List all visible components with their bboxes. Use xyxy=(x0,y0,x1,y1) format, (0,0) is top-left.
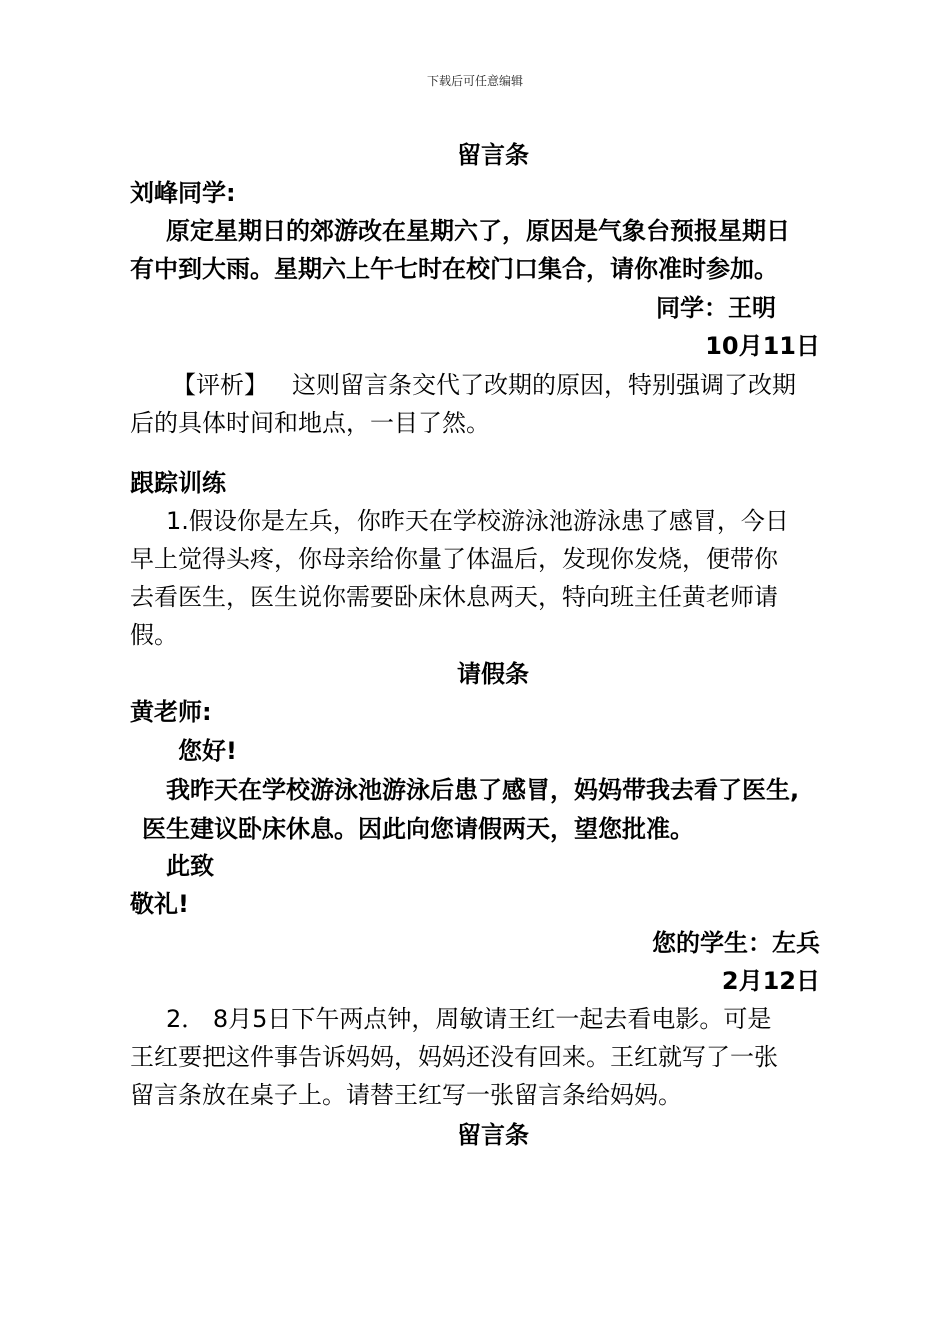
page-header: 下载后可任意编辑 xyxy=(426,74,523,88)
training-heading: 跟踪训练 xyxy=(130,469,226,497)
question1-line3: 去看医生，医生说你需要卧床休息两天，特向班主任黄老师请 xyxy=(130,583,778,611)
example-body-line2: 有中到大雨。星期六上午七时在校门口集合，请你准时参加。 xyxy=(130,255,778,283)
example-date: 10月11日 xyxy=(705,332,820,360)
question2-line3: 留言条放在桌子上。请替王红写一张留言条给妈妈。 xyxy=(130,1081,682,1109)
leave-note-signature: 您的学生：左兵 xyxy=(652,929,820,957)
question2-line2: 王红要把这件事告诉妈妈，妈妈还没有回来。王红就写了一张 xyxy=(130,1043,778,1071)
leave-note-body-line1: 我昨天在学校游泳池游泳后患了感冒，妈妈带我去看了医生, xyxy=(166,776,800,804)
leave-note-date: 2月12日 xyxy=(721,967,820,995)
example-salutation: 刘峰同学: xyxy=(130,179,236,207)
analysis-line2: 后的具体时间和地点，一目了然。 xyxy=(130,409,490,437)
leave-note-closing1: 此致 xyxy=(166,852,214,880)
leave-note-salutation: 黄老师: xyxy=(130,698,212,726)
answer-note-title: 留言条 xyxy=(457,1121,529,1149)
question1-line2: 早上觉得头疼，你母亲给你量了体温后，发现你发烧，便带你 xyxy=(130,545,778,573)
leave-note-closing2: 敬礼! xyxy=(130,890,189,918)
example-body-line1: 原定星期日的郊游改在星期六了，原因是气象台预报星期日 xyxy=(166,217,790,245)
question1-line4: 假。 xyxy=(130,621,178,649)
question2-line1: 2． 8月5日下午两点钟，周敏请王红一起去看电影。可是 xyxy=(166,1005,772,1033)
question1-line1: 1.假设你是左兵，你昨天在学校游泳池游泳患了感冒，今日 xyxy=(166,507,789,535)
leave-note-body-line2: 医生建议卧床休息。因此向您请假两天，望您批准。 xyxy=(142,815,694,843)
analysis-label: 【评析】 xyxy=(172,371,268,399)
example-signature: 同学：王明 xyxy=(656,294,776,322)
leave-note-greeting: 您好! xyxy=(178,737,237,765)
leave-note-title: 请假条 xyxy=(457,660,529,688)
example-title: 留言条 xyxy=(457,141,529,169)
analysis-line1: 这则留言条交代了改期的原因，特别强调了改期 xyxy=(292,371,796,399)
